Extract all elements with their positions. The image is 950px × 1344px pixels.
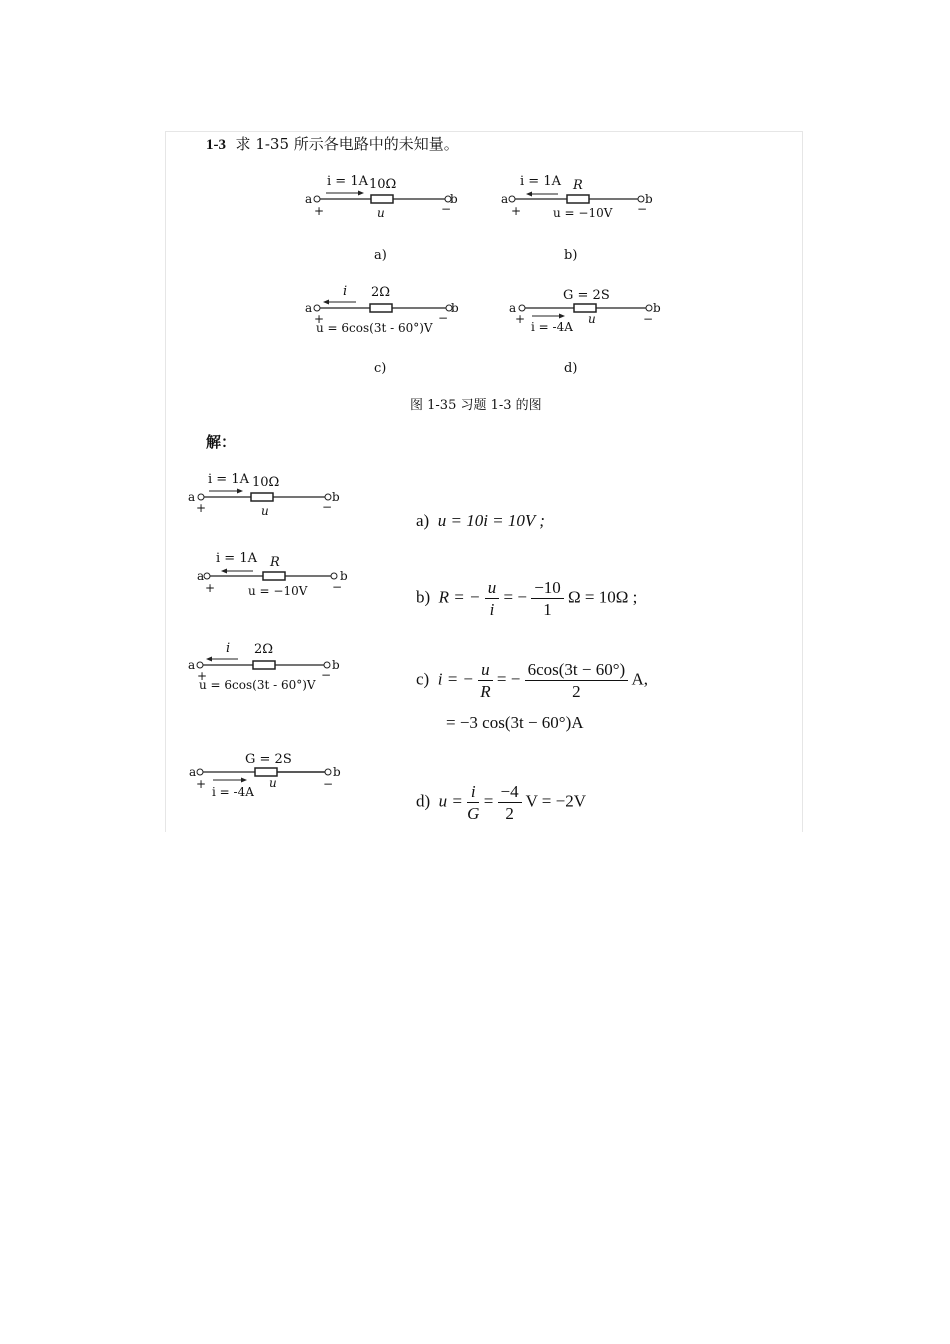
minus-sign: − (322, 500, 333, 514)
figure-d-caption: d) (564, 361, 578, 376)
solution-c-resistance: 2Ω (254, 642, 274, 657)
terminal-b: b (340, 569, 348, 583)
numerator: −4 (498, 783, 522, 803)
terminal-b: b (450, 192, 458, 206)
terminal-b: b (451, 301, 459, 315)
numerator: −10 (531, 579, 564, 599)
numerator: 6cos(3t − 60°) (525, 661, 629, 681)
solution-b-label: b) (416, 587, 431, 607)
figure-c-caption: c) (374, 361, 387, 376)
circuit-d-conductance: G = 2S (563, 288, 610, 303)
solution-c-voltage: u = 6cos(3t - 60°)V (199, 678, 316, 692)
denominator: 2 (572, 682, 581, 701)
solution-d-equation (416, 783, 586, 822)
minus-sign: − (438, 311, 449, 325)
solution-c-lhs: i = − (437, 669, 474, 689)
fraction (467, 783, 479, 822)
fraction (498, 783, 522, 822)
solution-a-voltage: u (261, 504, 269, 518)
solution-d-lhs: u = (438, 791, 463, 811)
plus-sign: + (205, 581, 216, 595)
denominator: i (489, 600, 495, 619)
minus-sign: − (441, 202, 452, 216)
plus-sign: + (511, 204, 522, 218)
solution-b-voltage: u = −10V (248, 584, 308, 598)
denominator: 1 (543, 600, 552, 619)
plus-sign: + (314, 312, 325, 326)
terminal-a: a (189, 765, 197, 779)
figure-b-caption: b) (564, 248, 578, 263)
denominator: R (480, 682, 491, 701)
solution-d-conductance: G = 2S (245, 752, 292, 767)
terminal-b: b (645, 192, 653, 206)
numerator: u (485, 579, 500, 599)
terminal-b: b (332, 490, 340, 504)
terminal-a: a (305, 301, 313, 315)
fraction (531, 579, 564, 618)
plus-sign: + (314, 204, 325, 218)
fraction (525, 661, 629, 700)
terminal-a: a (188, 658, 196, 672)
terminal-b: b (333, 765, 341, 779)
comma: , (643, 669, 649, 689)
unit-amp: A (631, 669, 644, 689)
denominator: G (467, 804, 480, 823)
terminal-a: a (501, 192, 509, 206)
solution-c-equation (416, 661, 648, 700)
solution-d-label: d) (416, 791, 431, 811)
solution-b-lhs: R = − (438, 587, 481, 607)
denominator: 2 (505, 804, 514, 823)
fraction (478, 661, 493, 700)
fraction (485, 579, 500, 618)
solution-d-result: V = −2V (525, 791, 586, 811)
solution-c-line2: = −3 cos(3t − 60°)A (446, 713, 584, 732)
circuit-b-resistance: R (573, 178, 583, 193)
solution-label: 解： (206, 433, 237, 451)
circuit-a-voltage: u (377, 206, 385, 220)
circuit-b-current: i = 1A (520, 174, 561, 189)
solution-b-result: Ω = 10Ω ; (568, 587, 638, 607)
minus-sign: − (332, 580, 343, 594)
problem-number: 1-3 (206, 137, 226, 153)
solution-c-current: i (226, 641, 231, 656)
circuit-d-current: i = -4A (531, 320, 573, 334)
plus-sign: + (196, 501, 207, 515)
solution-b-resistance: R (270, 555, 280, 570)
terminal-a: a (305, 192, 313, 206)
minus-sign: − (323, 777, 334, 791)
terminal-a: a (509, 301, 517, 315)
equals-sign: = − (503, 587, 527, 607)
plus-sign: + (197, 669, 208, 683)
problem-heading (206, 137, 459, 153)
solution-a-current: i = 1A (208, 472, 249, 487)
circuit-c-voltage: u = 6cos(3t - 60°)V (316, 321, 433, 335)
equals-sign: = − (496, 669, 521, 689)
solution-a-resistance: 10Ω (252, 475, 280, 490)
problem-text: 求 1-35 所示各电路中的未知量。 (235, 135, 459, 153)
solution-a-label: a) (416, 511, 430, 530)
numerator: u (478, 661, 493, 681)
figure-caption: 图 1-35 习题 1-3 的图 (410, 398, 542, 413)
equals-sign: = (483, 791, 494, 811)
circuit-a-resistance: 10Ω (369, 177, 397, 192)
numerator: i (467, 783, 479, 803)
solution-a-equation (416, 512, 545, 529)
circuit-c-current: i (343, 284, 348, 299)
circuit-d-voltage: u (588, 312, 596, 326)
solution-b-current: i = 1A (216, 551, 257, 566)
plus-sign: + (196, 777, 207, 791)
minus-sign: − (643, 312, 654, 326)
solution-d-voltage: u (269, 776, 277, 790)
terminal-b: b (653, 301, 661, 315)
solution-a-formula: u = 10i = 10V ; (437, 511, 545, 530)
minus-sign: − (321, 668, 332, 682)
circuit-c-resistance: 2Ω (371, 285, 391, 300)
minus-sign: − (637, 202, 648, 216)
solution-d-current: i = -4A (212, 785, 254, 799)
plus-sign: + (515, 312, 526, 326)
solution-b-equation (416, 579, 637, 618)
terminal-a: a (188, 490, 196, 504)
circuit-b-voltage: u = −10V (553, 206, 613, 220)
terminal-b: b (332, 658, 340, 672)
terminal-a: a (197, 569, 205, 583)
solution-c-label: c) (416, 669, 430, 689)
figure-a-caption: a) (374, 248, 387, 263)
circuit-a-current: i = 1A (327, 174, 368, 189)
